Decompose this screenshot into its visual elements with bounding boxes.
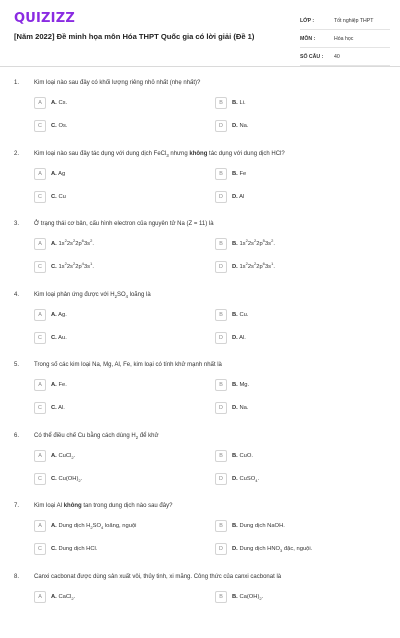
- question-number: 8.: [14, 574, 19, 580]
- option-text: C. Os.: [51, 123, 67, 129]
- answer-option-c[interactable]: [34, 332, 194, 344]
- answer-option-b[interactable]: [215, 591, 375, 603]
- answer-option-a[interactable]: [34, 450, 194, 462]
- answer-option-b[interactable]: [215, 520, 375, 532]
- answer-option-d[interactable]: [215, 120, 375, 132]
- meta-label: MÔN :: [300, 36, 334, 42]
- answer-option-a[interactable]: [34, 97, 194, 109]
- option-letter-box: C: [34, 473, 46, 485]
- option-letter-box: B: [215, 97, 227, 109]
- answer-option-c[interactable]: [34, 402, 194, 414]
- answer-option-d[interactable]: [215, 473, 375, 485]
- question: [0, 74, 400, 145]
- option-letter-box: A: [34, 97, 46, 109]
- option-letter-box: A: [34, 168, 46, 180]
- option-letter-box: D: [215, 473, 227, 485]
- option-text: C. Dung dịch HCl.: [51, 546, 97, 552]
- option-text: C. Cu: [51, 194, 66, 200]
- option-text: D. Al: [232, 194, 244, 200]
- answer-option-b[interactable]: [215, 97, 375, 109]
- option-letter-box: D: [215, 261, 227, 273]
- answer-option-b[interactable]: [215, 238, 375, 250]
- option-letter-box: D: [215, 402, 227, 414]
- meta-value: Hóa học: [334, 36, 390, 42]
- option-text: A. CaCl$_2$.: [51, 594, 75, 600]
- answer-option-b[interactable]: [215, 168, 375, 180]
- meta-value: Tốt nghiệp THPT: [334, 18, 390, 24]
- answer-option-a[interactable]: [34, 379, 194, 391]
- option-letter-box: D: [215, 120, 227, 132]
- document-title: [Năm 2022] Đề minh họa môn Hóa THPT Quốc gia có lời giải (Đề 1): [14, 32, 269, 41]
- option-text: B. $1s^22s^22p^53s^2$.: [232, 241, 275, 247]
- answer-option-b[interactable]: [215, 309, 375, 321]
- option-letter-box: C: [34, 191, 46, 203]
- question-text: Kim loại nào sau đây có khối lượng riêng nhỏ nhất (nhẹ nhất)?: [34, 80, 200, 86]
- header: [0, 0, 400, 66]
- answer-option-a[interactable]: [34, 168, 194, 180]
- option-letter-box: A: [34, 450, 46, 462]
- quizizz-logo: QUIZIZZ: [14, 11, 75, 26]
- option-text: D. Na.: [232, 405, 248, 411]
- option-letter-box: B: [215, 520, 227, 532]
- question: [0, 356, 400, 427]
- option-letter-box: B: [215, 238, 227, 250]
- meta-label: SỐ CÂU :: [300, 54, 334, 60]
- option-text: D. CuSO$_4$.: [232, 476, 259, 482]
- option-text: C. $1s^22s^22p^43s^1$.: [51, 264, 94, 270]
- option-letter-box: B: [215, 309, 227, 321]
- option-letter-box: D: [215, 332, 227, 344]
- answer-option-a[interactable]: [34, 591, 194, 603]
- option-text: A. Ag.: [51, 312, 67, 318]
- answer-option-a[interactable]: [34, 238, 194, 250]
- answer-option-d[interactable]: [215, 261, 375, 273]
- option-letter-box: C: [34, 120, 46, 132]
- option-letter-box: A: [34, 309, 46, 321]
- answer-option-b[interactable]: [215, 379, 375, 391]
- answer-option-d[interactable]: [215, 543, 375, 555]
- option-text: A. CuCl$_2$.: [51, 453, 75, 459]
- answer-option-d[interactable]: [215, 191, 375, 203]
- answer-option-d[interactable]: [215, 402, 375, 414]
- answer-option-a[interactable]: [34, 520, 194, 532]
- option-text: A. $1s^22s^22p^63s^2$.: [51, 241, 94, 247]
- option-text: D. Na.: [232, 123, 248, 129]
- question-number: 1.: [14, 80, 19, 86]
- option-text: B. Cu.: [232, 312, 248, 318]
- option-text: B. Mg.: [232, 382, 249, 388]
- option-text: B. $Ca(OH)_2$.: [232, 594, 263, 600]
- question-text: Kim loại Al không tan trong dung dịch nào sau đây?: [34, 503, 172, 509]
- option-text: D. $1s^22s^22p^63s^1$.: [232, 264, 275, 270]
- question-text: Kim loại phản ứng được với $H_2SO_4$ loãng là: [34, 292, 151, 298]
- option-text: C. Au.: [51, 335, 67, 341]
- option-letter-box: A: [34, 238, 46, 250]
- question-text: Ở trạng thái cơ bản, cấu hình electron của nguyên tử Na (Z = 11) là: [34, 221, 214, 227]
- question-number: 7.: [14, 503, 19, 509]
- option-letter-box: B: [215, 168, 227, 180]
- meta-value: 40: [334, 54, 390, 60]
- option-text: B. CuO.: [232, 453, 253, 459]
- question-text: Kim loại nào sau đây tác dụng với dung dịch FeCl$_3$ nhưng không tác dụng với dung dịch HCl?: [34, 151, 285, 157]
- meta-row-count: [300, 48, 390, 66]
- question: [0, 215, 400, 286]
- question-text: Canxi cacbonat được dùng sản xuất vôi, thủy tinh, xi măng. Công thức của canxi cacbonat là: [34, 574, 281, 580]
- option-letter-box: B: [215, 450, 227, 462]
- question-number: 2.: [14, 151, 19, 157]
- option-text: A. Dung dịch $H_2SO_4$ loãng, nguội: [51, 523, 136, 529]
- option-letter-box: D: [215, 191, 227, 203]
- answer-option-c[interactable]: [34, 191, 194, 203]
- option-text: D. Al.: [232, 335, 246, 341]
- meta-row-subject: [300, 30, 390, 48]
- option-letter-box: A: [34, 379, 46, 391]
- option-letter-box: C: [34, 332, 46, 344]
- option-letter-box: A: [34, 520, 46, 532]
- question: [0, 286, 400, 357]
- answer-option-c[interactable]: [34, 120, 194, 132]
- question-list: [0, 74, 400, 638]
- question: [0, 568, 400, 638]
- question-number: 3.: [14, 221, 19, 227]
- option-text: C. $Cu(OH)_2$.: [51, 476, 82, 482]
- question: [0, 497, 400, 568]
- question: [0, 427, 400, 498]
- option-letter-box: C: [34, 402, 46, 414]
- option-text: A. Cs.: [51, 100, 67, 106]
- question-text: Trong số các kim loại Na, Mg, Al, Fe, kim loại có tính khử mạnh nhất là: [34, 362, 222, 368]
- meta-label: LỚP :: [300, 18, 334, 24]
- answer-option-c[interactable]: [34, 261, 194, 273]
- option-letter-box: D: [215, 543, 227, 555]
- option-letter-box: C: [34, 261, 46, 273]
- option-text: D. Dung dịch $HNO_3$ đặc, nguội.: [232, 546, 312, 552]
- option-text: A. Fe.: [51, 382, 67, 388]
- question-number: 6.: [14, 433, 19, 439]
- option-text: B. Fe: [232, 171, 246, 177]
- option-text: B. Dung dịch NaOH.: [232, 523, 285, 529]
- answer-option-a[interactable]: [34, 309, 194, 321]
- meta-row-class: [300, 12, 390, 30]
- option-letter-box: C: [34, 543, 46, 555]
- question-text: Có thể điều chế Cu bằng cách dùng $H_2$ để khử: [34, 433, 158, 439]
- option-letter-box: B: [215, 591, 227, 603]
- option-letter-box: A: [34, 591, 46, 603]
- meta-info: [300, 12, 390, 66]
- option-text: B. Li.: [232, 100, 246, 106]
- answer-option-d[interactable]: [215, 332, 375, 344]
- question-number: 5.: [14, 362, 19, 368]
- header-divider: [0, 66, 400, 67]
- answer-option-c[interactable]: [34, 473, 194, 485]
- option-text: C. Al.: [51, 405, 65, 411]
- option-text: A. Ag: [51, 171, 65, 177]
- question-number: 4.: [14, 292, 19, 298]
- answer-option-b[interactable]: [215, 450, 375, 462]
- answer-option-c[interactable]: [34, 543, 194, 555]
- option-letter-box: B: [215, 379, 227, 391]
- question: [0, 145, 400, 216]
